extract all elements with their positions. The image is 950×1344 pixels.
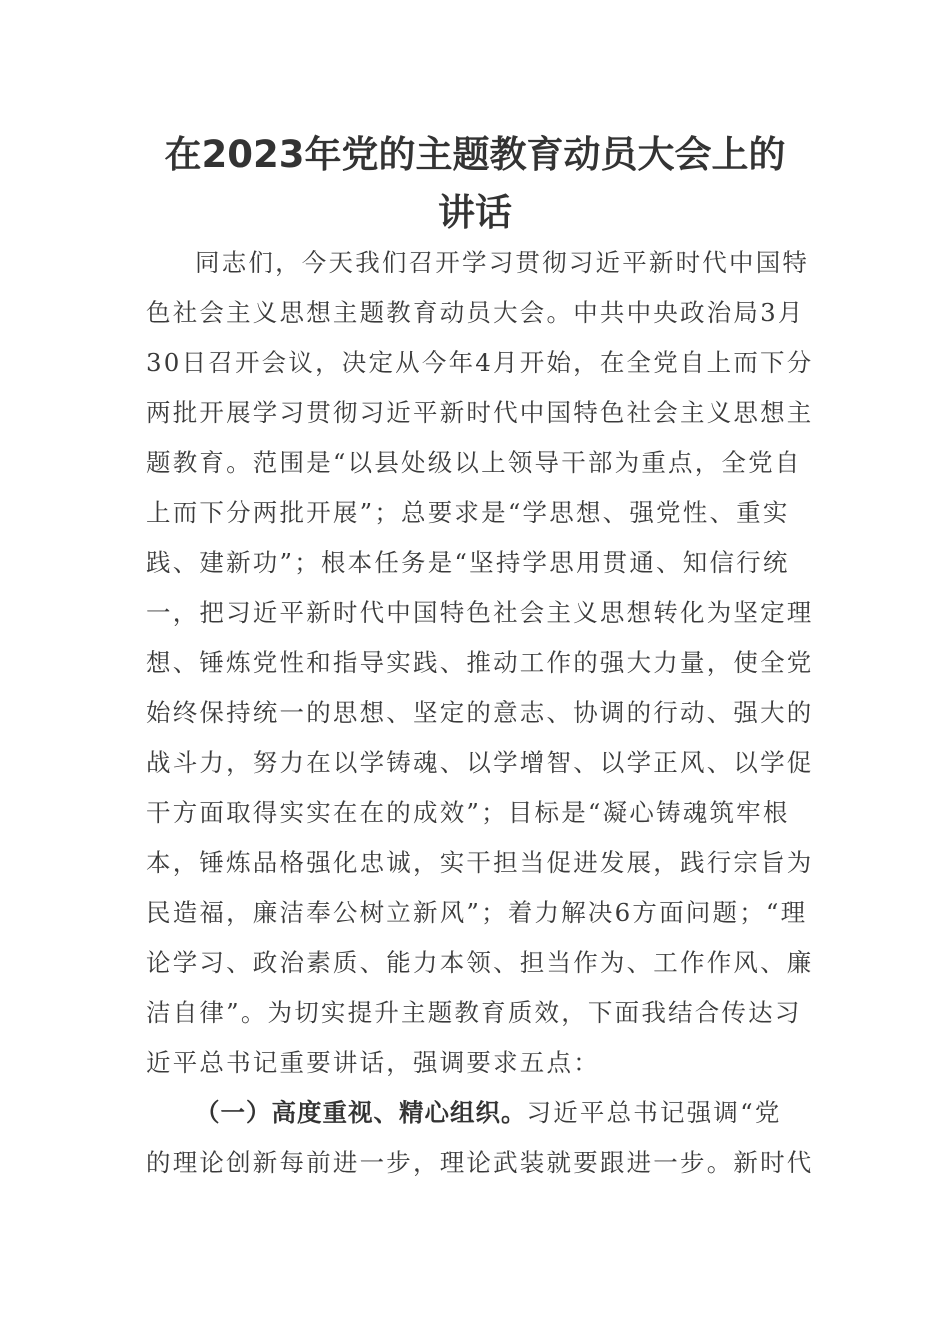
section-1-heading: （一）高度重视、精心组织。 bbox=[195, 1098, 527, 1127]
body-text-line: 近平总书记重要讲话，强调要求五点： bbox=[146, 1048, 600, 1077]
body-text-line: 战斗力，努力在以学铸魂、以学增智、以学正风、以学促 bbox=[146, 748, 814, 777]
body-text-line: 论学习、政治素质、能力本领、担当作为、工作作风、廉 bbox=[146, 948, 814, 977]
body-text-line: 同志们，今天我们召开学习贯彻习近平新时代中国特 bbox=[195, 248, 810, 277]
body-text-line: 一，把习近平新时代中国特色社会主义思想转化为坚定理 bbox=[146, 598, 814, 627]
body-text-line: 题教育。范围是“以县处级以上领导干部为重点，全党自 bbox=[146, 448, 802, 477]
body-text-line: 的理论创新每前进一步，理论武装就要跟进一步。新时代 bbox=[146, 1148, 814, 1177]
body-text-line: 想、锤炼党性和指导实践、推动工作的强大力量，使全党 bbox=[146, 648, 814, 677]
body-text-line: 践、建新功”；根本任务是“坚持学思用贯通、知信行统 bbox=[146, 548, 790, 577]
document-title-line-1: 在2023年党的主题教育动员大会上的 bbox=[164, 133, 786, 176]
body-text-line: 干方面取得实实在在的成效”；目标是“凝心铸魂筑牢根 bbox=[146, 798, 790, 827]
body-text-line: 民造福，廉洁奉公树立新风”；着力解决6方面问题；“理 bbox=[146, 898, 808, 927]
body-text-line: 两批开展学习贯彻习近平新时代中国特色社会主义思想主 bbox=[146, 398, 814, 427]
body-text-line: 始终保持统一的思想、坚定的意志、协调的行动、强大的 bbox=[146, 698, 814, 727]
document-title-line-2: 讲话 bbox=[438, 191, 512, 234]
document-body bbox=[146, 238, 814, 1188]
section-1-text: 习近平总书记强调“党 bbox=[526, 1098, 782, 1127]
body-text-line: 本，锤炼品格强化忠诚，实干担当促进发展，践行宗旨为 bbox=[146, 848, 814, 877]
body-text-line: 上而下分两批开展”；总要求是“学思想、强党性、重实 bbox=[146, 498, 790, 527]
section-1-first-line bbox=[146, 1088, 806, 1138]
body-text-line: 洁自律”。为切实提升主题教育质效，下面我结合传达习 bbox=[146, 998, 802, 1027]
body-text-line: 30日召开会议，决定从今年4月开始，在全党自上而下分 bbox=[146, 348, 814, 377]
body-text-line: 色社会主义思想主题教育动员大会。中共中央政治局3月 bbox=[146, 298, 805, 327]
